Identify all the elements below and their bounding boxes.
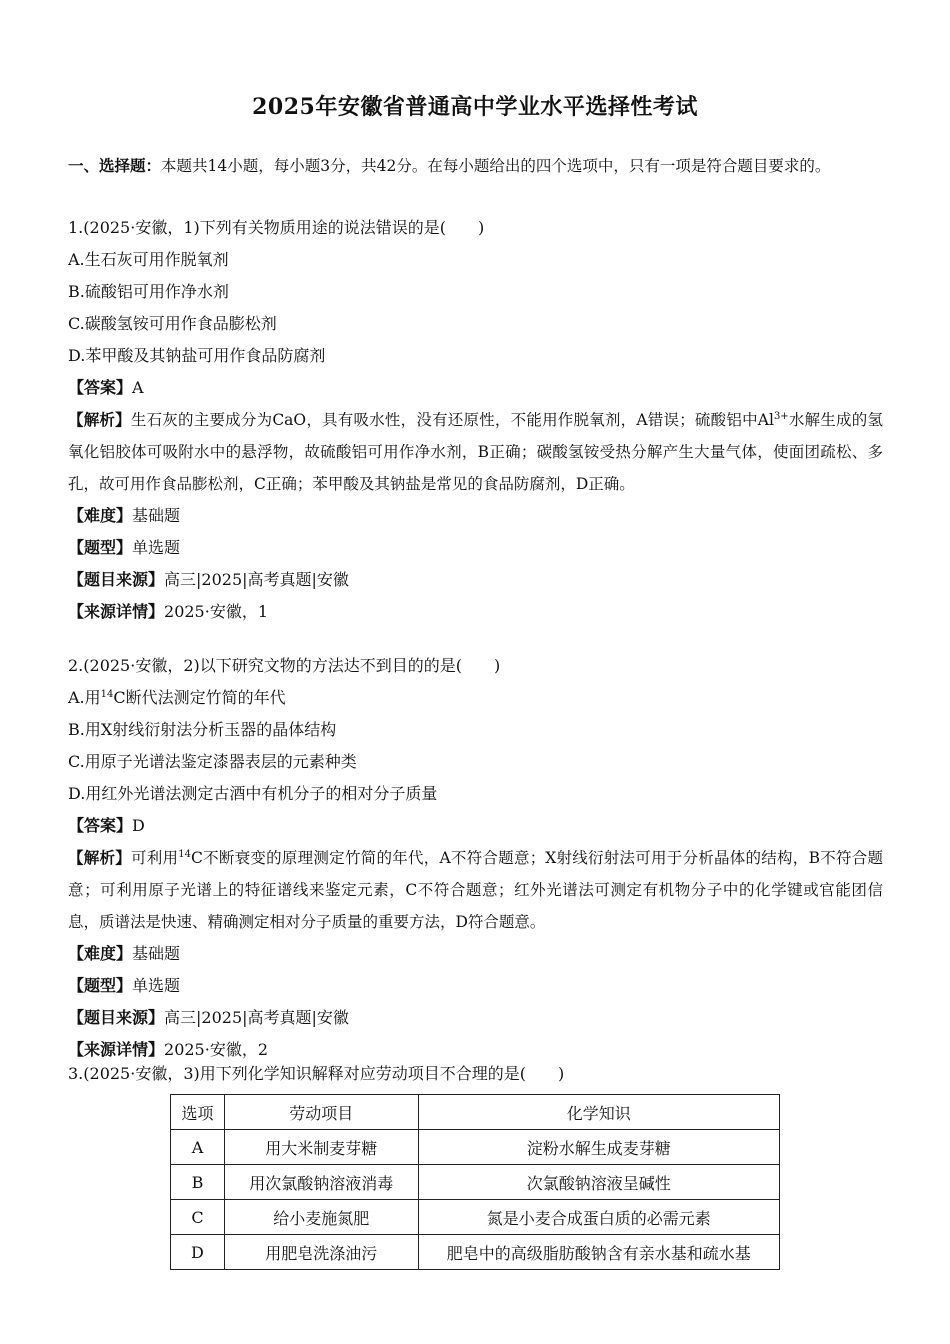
- header-labor-item: 劳动项目: [224, 1095, 418, 1130]
- source-value: 高三|2025|高考真题|安徽: [164, 570, 349, 589]
- analysis-text-cont: 水解生成的氢氧化铝胶体可吸附水中的悬浮物，故硫酸铝可用作净水剂，B正确；碳酸氢铵受热分解产生大量气体，使面团疏松、多孔，故可用作食品膨松剂，C正确；苯甲酸及其钠盐是常见的食品防腐剂，D正确。: [68, 411, 883, 493]
- option-d: D.用红外光谱法测定古酒中有机分子的相对分子质量: [68, 784, 438, 803]
- table-row: [171, 1130, 780, 1165]
- page-title: 2025年安徽省普通高中学业水平选择性考试: [252, 94, 698, 120]
- option-a: [68, 682, 883, 714]
- table-cell: B: [171, 1165, 225, 1200]
- answer-line: [68, 372, 883, 404]
- question-stem: 3.(2025·安徽，3)用下列化学知识解释对应劳动项目不合理的是( ): [68, 1064, 565, 1083]
- source-detail-label: 【来源详情】: [68, 602, 165, 621]
- option-c: C.用原子光谱法鉴定漆器表层的元素种类: [68, 752, 357, 771]
- isotope-mass: 14: [178, 849, 192, 860]
- analysis-label: 【解析】: [68, 410, 131, 429]
- table-row: [171, 1235, 780, 1270]
- table-row: [171, 1165, 780, 1200]
- difficulty-value: 基础题: [132, 944, 181, 963]
- table-cell: 用大米制麦芽糖: [224, 1130, 418, 1165]
- difficulty-line: [68, 500, 883, 532]
- table-cell: D: [171, 1235, 225, 1270]
- table-cell: C: [171, 1200, 225, 1235]
- source-label: 【题目来源】: [68, 1008, 165, 1027]
- question-stem: 1.(2025·安徽，1)下列有关物质用途的说法错误的是( ): [68, 218, 485, 237]
- type-line: [68, 532, 883, 564]
- answer-label: 【答案】: [68, 378, 133, 397]
- type-value: 单选题: [132, 976, 181, 995]
- header-chem-knowledge: 化学知识: [418, 1095, 779, 1130]
- option-a-text-cont: C断代法测定竹简的年代: [113, 688, 286, 707]
- table-cell: 用次氯酸钠溶液消毒: [224, 1165, 418, 1200]
- analysis-text: 生石灰的主要成分为CaO，具有吸水性，没有还原性，不能用作脱氧剂，A错误；硫酸铝中Al: [130, 411, 774, 429]
- analysis-text-cont: C不断衰变的原理测定竹简的年代，A不符合题意；X射线衍射法可用于分析晶体的结构，B不符合题意；可利用原子光谱上的特征谱线来鉴定元素，C不符合题意；红外光谱法可测定有机物分子中的化学键或官能团信息，质谱法是快速、精确测定相对分子质量的重要方法，D符合题意。: [68, 849, 883, 931]
- source-detail-line: [68, 596, 883, 628]
- source-detail-value: 2025·安徽，2: [164, 1040, 269, 1059]
- table-cell: 肥皂中的高级脂肪酸钠含有亲水基和疏水基: [418, 1235, 779, 1270]
- question-3: [68, 1058, 883, 1090]
- header-option: 选项: [171, 1095, 225, 1130]
- source-detail-label: 【来源详情】: [68, 1040, 165, 1059]
- source-line: [68, 564, 883, 596]
- option-b: B.用X射线衍射法分析玉器的晶体结构: [68, 720, 337, 739]
- source-detail-value: 2025·安徽，1: [164, 602, 269, 621]
- difficulty-label: 【难度】: [68, 506, 133, 525]
- difficulty-label: 【难度】: [68, 944, 133, 963]
- table-cell: 淀粉水解生成麦芽糖: [418, 1130, 779, 1165]
- answer-line: [68, 810, 883, 842]
- analysis-label: 【解析】: [68, 848, 132, 867]
- question-1: [68, 212, 883, 628]
- option-d: D.苯甲酸及其钠盐可用作食品防腐剂: [68, 346, 326, 365]
- option-a-text: A.用: [68, 688, 101, 707]
- table-cell: 次氯酸钠溶液呈碱性: [418, 1165, 779, 1200]
- answer-label: 【答案】: [68, 816, 133, 835]
- question-2: [68, 650, 883, 1066]
- section-heading: 一、选择题：: [68, 156, 162, 175]
- analysis-paragraph: [68, 404, 883, 500]
- section-instructions: 本题共14小题，每小题3分，共42分。在每小题给出的四个选项中，只有一项是符合题目要求的。: [161, 157, 831, 175]
- analysis-text: 可利用: [131, 849, 179, 867]
- table-cell: A: [171, 1130, 225, 1165]
- option-c: C.碳酸氢铵可用作食品膨松剂: [68, 314, 277, 333]
- labor-table: [170, 1094, 780, 1270]
- type-value: 单选题: [132, 538, 181, 557]
- table-header-row: [171, 1095, 780, 1130]
- isotope-mass: 14: [100, 689, 114, 700]
- answer-value: D: [132, 816, 145, 835]
- table-cell: 用肥皂洗涤油污: [224, 1235, 418, 1270]
- type-label: 【题型】: [68, 976, 133, 995]
- type-line: [68, 970, 883, 1002]
- answer-value: A: [132, 378, 144, 397]
- source-label: 【题目来源】: [68, 570, 165, 589]
- table-cell: 氮是小麦合成蛋白质的必需元素: [418, 1200, 779, 1235]
- table-cell: 给小麦施氮肥: [224, 1200, 418, 1235]
- analysis-paragraph: [68, 842, 883, 938]
- table-row: [171, 1200, 780, 1235]
- question-stem: 2.(2025·安徽，2)以下研究文物的方法达不到目的的是( ): [68, 656, 501, 675]
- option-b: B.硫酸铝可用作净水剂: [68, 282, 229, 301]
- source-line: [68, 1002, 883, 1034]
- source-value: 高三|2025|高考真题|安徽: [164, 1008, 349, 1027]
- difficulty-line: [68, 938, 883, 970]
- section-intro: [68, 150, 883, 182]
- type-label: 【题型】: [68, 538, 133, 557]
- ion-charge: 3+: [773, 411, 789, 422]
- option-a: A.生石灰可用作脱氧剂: [68, 250, 229, 269]
- difficulty-value: 基础题: [132, 506, 181, 525]
